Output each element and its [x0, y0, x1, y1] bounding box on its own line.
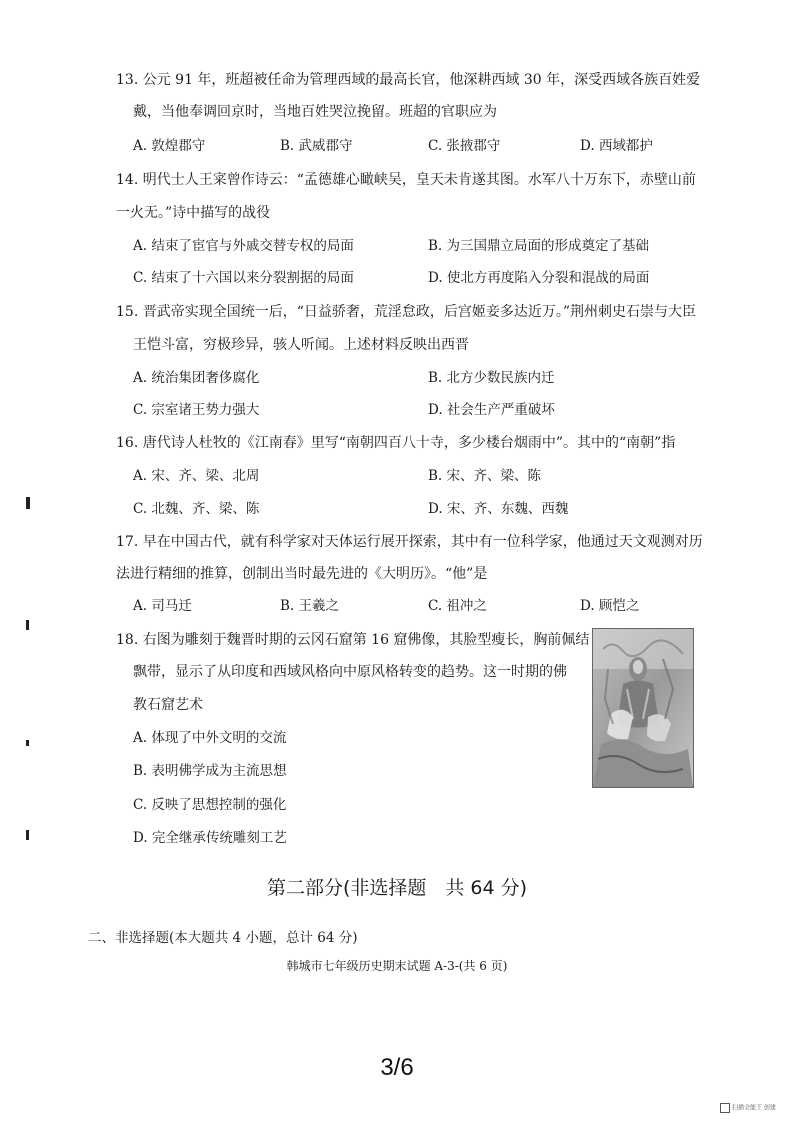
q13-option-b: B. 武威郡守 — [280, 138, 353, 154]
q15-option-a: A. 统治集团奢侈腐化 — [133, 370, 260, 386]
page-footer: 韩城市七年级历史期末试题 A-3-(共 6 页) — [286, 959, 508, 973]
q17-stem-line2: 法进行精细的推算，创制出当时最先进的《大明历》。“他”是 — [116, 566, 488, 582]
q14-stem-line2: 一火无。”诗中描写的战役 — [116, 205, 271, 221]
q16-stem-line1: 16. 唐代诗人杜牧的《江南春》里写“南朝四百八十寺，多少楼台烟雨中”。其中的“南朝”指 — [116, 435, 676, 451]
q14-stem-line1: 14. 明代士人王寀曾作诗云：“孟德雄心瞰峡吴，皇天未肯遂其图。水军八十万东下，赤壁山前 — [116, 172, 696, 188]
yungang-buddha-photo — [592, 628, 694, 788]
margin-mark — [26, 497, 30, 509]
section-title: 第二部分(非选择题 共 64 分) — [266, 877, 528, 899]
margin-mark — [26, 830, 29, 840]
q16-option-c: C. 北魏、齐、梁、陈 — [133, 501, 260, 517]
margin-mark — [26, 740, 29, 746]
q15-stem-line2: 王恺斗富，穷极珍异，骇人听闻。上述材料反映出西晋 — [133, 337, 469, 353]
q17-option-a: A. 司马迁 — [133, 598, 192, 614]
q16-option-d: D. 宋、齐、东魏、西魏 — [428, 501, 569, 517]
q13-stem-line1: 13. 公元 91 年，班超被任命为管理西域的最高长官，他深耕西域 30 年，深受西域各族百姓爱 — [116, 72, 701, 88]
margin-mark — [26, 620, 29, 630]
q16-option-b: B. 宋、齐、梁、陈 — [428, 468, 542, 484]
q15-stem-line1: 15. 晋武帝实现全国统一后，“日益骄奢，荒淫怠政，后宫姬妾多达近万。”荆州刺史石崇与大臣 — [116, 304, 697, 320]
q14-option-c: C. 结束了十六国以来分裂割据的局面 — [133, 270, 354, 286]
q13-option-a: A. 敦煌郡守 — [133, 138, 206, 154]
q18-stem-line2: 飘带，显示了从印度和西域风格向中原风格转变的趋势。这一时期的佛 — [133, 664, 567, 680]
q18-option-a: A. 体现了中外文明的交流 — [133, 730, 287, 746]
q18-option-d: D. 完全继承传统雕刻工艺 — [133, 830, 287, 846]
q17-option-d: D. 顾恺之 — [580, 598, 640, 614]
scan-watermark-text: 扫描全能王 创建 — [732, 1104, 776, 1112]
q18-option-c: C. 反映了思想控制的强化 — [133, 797, 287, 813]
q18-stem-line3: 教石窟艺术 — [133, 697, 203, 713]
q13-option-d: D. 西域都护 — [580, 138, 653, 154]
q17-option-b: B. 王羲之 — [280, 598, 340, 614]
q13-option-c: C. 张掖郡守 — [428, 138, 501, 154]
q15-option-d: D. 社会生产严重破坏 — [428, 402, 555, 418]
q16-option-a: A. 宋、齐、梁、北周 — [133, 468, 260, 484]
q18-option-b: B. 表明佛学成为主流思想 — [133, 763, 287, 779]
q13-stem-line2: 戴，当他奉调回京时，当地百姓哭泣挽留。班超的官职应为 — [133, 104, 497, 120]
q17-stem-line1: 17. 早在中国古代，就有科学家对天体运行展开探索，其中有一位科学家，他通过天文观测对历 — [116, 534, 703, 550]
q17-option-c: C. 祖冲之 — [428, 598, 487, 614]
page-number: 3/6 — [380, 1054, 414, 1081]
scan-watermark — [720, 1103, 776, 1114]
q14-option-a: A. 结束了宦官与外戚交替专权的局面 — [133, 238, 354, 254]
section-sub-heading: 二、非选择题(本大题共 4 小题，总计 64 分) — [88, 930, 358, 946]
q18-stem-line1: 18. 右图为雕刻于魏晋时期的云冈石窟第 16 窟佛像，其脸型瘦长，胸前佩结 — [116, 632, 590, 648]
q15-option-c: C. 宗室诸王势力强大 — [133, 402, 260, 418]
q14-option-d: D. 使北方再度陷入分裂和混战的局面 — [428, 270, 650, 286]
q14-option-b: B. 为三国鼎立局面的形成奠定了基础 — [428, 238, 650, 254]
qr-icon — [720, 1103, 730, 1113]
q15-option-b: B. 北方少数民族内迁 — [428, 370, 555, 386]
